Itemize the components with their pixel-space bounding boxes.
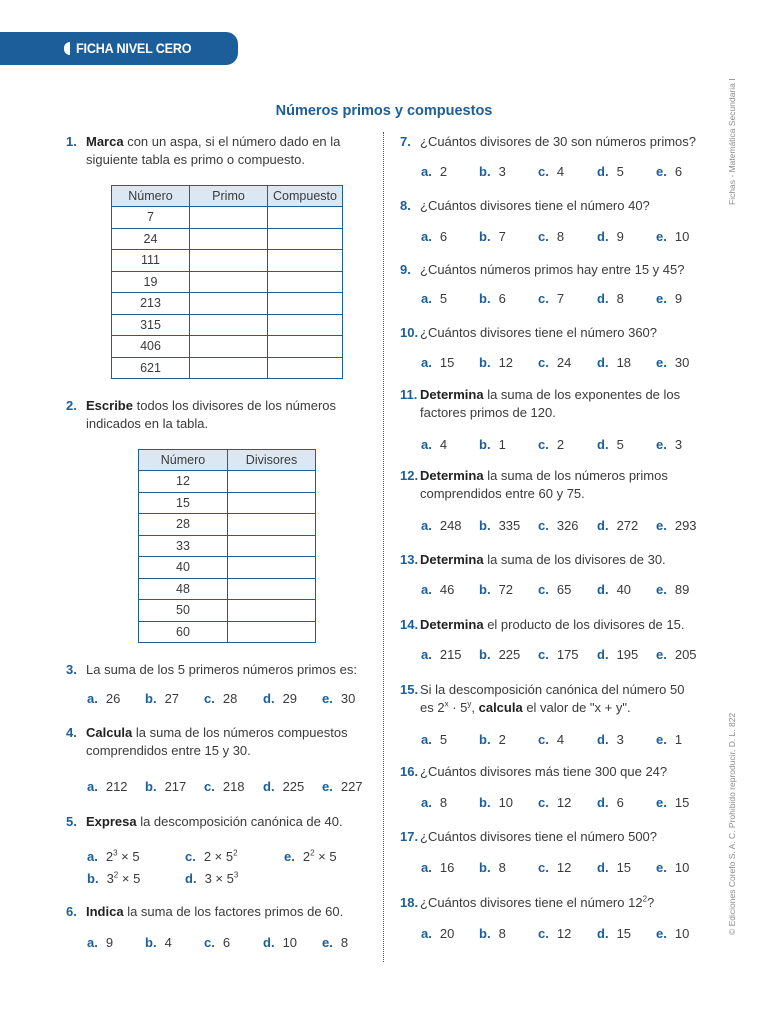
options-17 <box>421 860 711 878</box>
answer-cell[interactable] <box>268 228 343 250</box>
option[interactable]: d. 195 <box>597 647 639 662</box>
question-8 <box>400 197 702 215</box>
keyword: Calcula <box>86 725 133 740</box>
question-6 <box>66 903 368 921</box>
answer-cell[interactable] <box>190 314 268 336</box>
options-13 <box>421 582 711 600</box>
option[interactable]: d. 5 <box>597 164 624 179</box>
question-text: ¿Cuántos divisores tiene el número 360? <box>420 325 658 340</box>
table-row: 15 <box>139 492 316 514</box>
header-compuesto: Compuesto <box>268 186 343 207</box>
option[interactable]: c. 12 <box>538 926 572 941</box>
keyword: Determina <box>420 617 484 632</box>
tab-marker <box>64 42 70 55</box>
table-row: 28 <box>139 514 316 536</box>
option[interactable]: a. 20 <box>421 926 455 941</box>
question-12 <box>400 467 702 503</box>
option[interactable]: c. 12 <box>538 860 572 875</box>
option[interactable]: a. 5 <box>421 291 448 306</box>
table-row: 19 <box>112 271 343 293</box>
question-text: la descomposición canónica de 40. <box>136 814 343 829</box>
option[interactable]: d. 15 <box>597 860 632 875</box>
option[interactable]: a. 15 <box>421 355 455 370</box>
header-divisores: Divisores <box>228 450 316 471</box>
option[interactable]: b. 8 <box>479 926 506 941</box>
question-1 <box>66 133 368 169</box>
answer-cell[interactable] <box>228 600 316 622</box>
option[interactable]: a. 26 <box>87 691 121 706</box>
side-text-bottom: © Ediciones Corefo S. A. C. Prohibido reproducir. D. L. 822 <box>727 712 737 935</box>
question-text: con un aspa, si el número dado en la siguiente tabla es primo o compuesto. <box>86 134 341 167</box>
page-title: Números primos y compuestos <box>275 103 493 119</box>
question-text: la suma de los divisores de 30. <box>483 552 666 567</box>
option[interactable]: e. 293 <box>656 518 697 533</box>
options-9 <box>421 291 711 309</box>
answer-cell[interactable] <box>228 514 316 536</box>
question-number: 16. <box>400 764 419 779</box>
option[interactable]: b. 12 <box>479 355 514 370</box>
option[interactable]: a. 8 <box>421 795 448 810</box>
option[interactable]: d. $3 \times 5^3$ <box>185 870 239 886</box>
table-row: 24 <box>112 228 343 250</box>
option[interactable]: d. 40 <box>597 582 632 597</box>
question-number: 10. <box>400 325 419 340</box>
answer-cell[interactable] <box>268 357 343 379</box>
option[interactable]: c. 12 <box>538 795 572 810</box>
options-5-row-1 <box>87 849 377 867</box>
option[interactable]: a. 4 <box>421 437 448 452</box>
table-row: 48 <box>139 578 316 600</box>
option[interactable]: e. 30 <box>322 691 356 706</box>
answer-cell[interactable] <box>228 471 316 493</box>
option[interactable]: d. 6 <box>597 795 624 810</box>
question-number: 18. <box>400 895 419 910</box>
table-row: 12 <box>139 471 316 493</box>
option[interactable]: a. 215 <box>421 647 462 662</box>
option[interactable]: a. 16 <box>421 860 455 875</box>
keyword: Determina <box>420 468 484 483</box>
option[interactable]: c. 8 <box>538 229 565 244</box>
answer-cell[interactable] <box>228 492 316 514</box>
question-text: la suma de los factores primos de 60. <box>123 904 344 919</box>
option[interactable]: d. 272 <box>597 518 639 533</box>
option[interactable]: c. 2 <box>538 437 565 452</box>
answer-cell[interactable] <box>228 557 316 579</box>
options-16 <box>421 795 711 813</box>
option[interactable]: e. 15 <box>656 795 690 810</box>
question-text: La suma de los 5 primeros números primos es: <box>86 662 357 677</box>
keyword: Determina <box>420 387 484 402</box>
option[interactable]: b. 7 <box>479 229 506 244</box>
option[interactable]: e. $2^2 \times 5$ <box>284 848 337 864</box>
options-4 <box>87 779 377 797</box>
keyword: calcula <box>478 700 523 715</box>
question-number: 15. <box>400 682 419 697</box>
table-row: 406 <box>112 336 343 358</box>
option[interactable]: d. 9 <box>597 229 624 244</box>
options-6 <box>87 935 377 953</box>
question-number: 3. <box>66 662 77 677</box>
keyword: Indica <box>86 904 124 919</box>
options-12 <box>421 518 711 536</box>
options-8 <box>421 229 711 247</box>
option[interactable]: d. 225 <box>263 779 305 794</box>
option[interactable]: e. 9 <box>656 291 683 306</box>
question-13 <box>400 551 702 569</box>
question-number: 11. <box>400 387 418 402</box>
option[interactable]: e. 89 <box>656 582 690 597</box>
option[interactable]: a. 5 <box>421 732 448 747</box>
question-number: 13. <box>400 552 419 567</box>
header-primo: Primo <box>190 186 268 207</box>
table-row: 111 <box>112 250 343 272</box>
keyword: Determina <box>420 552 484 567</box>
option[interactable]: c. 175 <box>538 647 579 662</box>
option[interactable]: c. 4 <box>538 732 565 747</box>
option[interactable]: c. 24 <box>538 355 572 370</box>
header-numero: Número <box>112 186 190 207</box>
question-number: 1. <box>66 134 77 149</box>
option[interactable]: c. 326 <box>538 518 579 533</box>
table-row: 40 <box>139 557 316 579</box>
question-text: ¿Cuántos divisores tiene el número $12^2$? <box>420 894 655 910</box>
options-15 <box>421 732 711 750</box>
answer-cell[interactable] <box>190 207 268 229</box>
answer-cell[interactable] <box>190 293 268 315</box>
question-15 <box>400 681 702 717</box>
question-number: 8. <box>400 198 411 213</box>
option[interactable]: e. 227 <box>322 779 363 794</box>
option[interactable]: c. 7 <box>538 291 565 306</box>
table-row: 7 <box>112 207 343 229</box>
header-numero: Número <box>139 450 228 471</box>
option[interactable]: e. 30 <box>656 355 690 370</box>
answer-cell[interactable] <box>190 228 268 250</box>
answer-cell[interactable] <box>268 314 343 336</box>
option[interactable]: d. 29 <box>263 691 298 706</box>
question-5 <box>66 813 368 831</box>
keyword: Escribe <box>86 398 133 413</box>
question-2 <box>66 397 368 433</box>
answer-cell[interactable] <box>190 250 268 272</box>
question-text: todos los divisores de los números indicados en la tabla. <box>86 398 337 431</box>
prime-composite-table <box>111 185 343 379</box>
option[interactable]: e. 10 <box>656 860 690 875</box>
option[interactable]: c. 65 <box>538 582 572 597</box>
option[interactable]: e. 6 <box>656 164 683 179</box>
header-tab <box>0 32 238 65</box>
option[interactable]: d. 18 <box>597 355 632 370</box>
question-11 <box>400 386 702 422</box>
question-number: 5. <box>66 814 77 829</box>
question-text-line-2: es $2^x \cdot 5^y$, calcula el valor de "x + y". <box>420 699 631 715</box>
option[interactable]: a. 212 <box>87 779 128 794</box>
answer-cell[interactable] <box>228 621 316 643</box>
option[interactable]: a. 46 <box>421 582 455 597</box>
options-3 <box>87 691 377 709</box>
question-number: 7. <box>400 134 411 149</box>
question-text: el producto de los divisores de 15. <box>483 617 685 632</box>
column-divider <box>383 132 384 962</box>
option[interactable]: d. 8 <box>597 291 624 306</box>
answer-cell[interactable] <box>268 336 343 358</box>
option[interactable]: b. 4 <box>145 935 172 950</box>
side-text-top: Fichas - Matemática Secundaria I <box>727 78 737 205</box>
options-5-row-2 <box>87 871 377 889</box>
question-3 <box>66 661 368 679</box>
question-14 <box>400 616 702 634</box>
option[interactable]: b. 10 <box>479 795 514 810</box>
option[interactable]: a. 6 <box>421 229 448 244</box>
answer-cell[interactable] <box>228 578 316 600</box>
option[interactable]: e. 10 <box>656 229 690 244</box>
question-text: ¿Cuántos divisores más tiene 300 que 24? <box>420 764 668 779</box>
options-14 <box>421 647 711 665</box>
answer-cell[interactable] <box>190 271 268 293</box>
option[interactable]: b. 6 <box>479 291 506 306</box>
option[interactable]: b. 1 <box>479 437 506 452</box>
option[interactable]: d. 15 <box>597 926 632 941</box>
option[interactable]: e. 3 <box>656 437 683 452</box>
options-10 <box>421 355 711 373</box>
question-number: 17. <box>400 829 419 844</box>
answer-cell[interactable] <box>268 207 343 229</box>
question-text: ¿Cuántos divisores de 30 son números primos? <box>420 134 697 149</box>
table-row: 60 <box>139 621 316 643</box>
question-text: ¿Cuántos números primos hay entre 15 y 45? <box>420 262 685 277</box>
question-4 <box>66 724 368 760</box>
option[interactable]: b. $3^2 \times 5$ <box>87 870 141 886</box>
table-row: 33 <box>139 535 316 557</box>
question-text: la suma de los números compuestos comprendidos entre 15 y 30. <box>86 725 348 758</box>
question-number: 9. <box>400 262 411 277</box>
question-number: 6. <box>66 904 77 919</box>
option[interactable]: c. $2 \times 5^2$ <box>185 848 238 864</box>
question-10 <box>400 324 702 342</box>
option[interactable]: b. 2 <box>479 732 506 747</box>
option[interactable]: b. 335 <box>479 518 521 533</box>
question-9 <box>400 261 702 279</box>
table-row: 621 <box>112 357 343 379</box>
answer-cell[interactable] <box>268 271 343 293</box>
option[interactable]: d. 5 <box>597 437 624 452</box>
option[interactable]: b. 27 <box>145 691 180 706</box>
option[interactable]: a. 2 <box>421 164 448 179</box>
answer-cell[interactable] <box>190 336 268 358</box>
option[interactable]: a. $2^3 \times 5$ <box>87 848 140 864</box>
options-7 <box>421 164 711 182</box>
option[interactable]: e. 205 <box>656 647 697 662</box>
keyword: Marca <box>86 134 124 149</box>
divisors-table <box>138 449 316 643</box>
question-text: ¿Cuántos divisores tiene el número 40? <box>420 198 650 213</box>
option[interactable]: e. 1 <box>656 732 683 747</box>
answer-cell[interactable] <box>190 357 268 379</box>
question-number: 4. <box>66 725 77 740</box>
table-row: 50 <box>139 600 316 622</box>
option[interactable]: d. 10 <box>263 935 298 950</box>
option[interactable]: c. 218 <box>204 779 245 794</box>
question-number: 14. <box>400 617 419 632</box>
table-row: 213 <box>112 293 343 315</box>
option[interactable]: b. 8 <box>479 860 506 875</box>
question-16 <box>400 763 702 781</box>
answer-cell[interactable] <box>228 535 316 557</box>
question-text: ¿Cuántos divisores tiene el número 500? <box>420 829 658 844</box>
option[interactable]: b. 225 <box>479 647 521 662</box>
option[interactable]: e. 8 <box>322 935 349 950</box>
option[interactable]: e. 10 <box>656 926 690 941</box>
question-text: la suma de los números primos comprendidos entre 60 y 75. <box>420 468 668 501</box>
table-row: 315 <box>112 314 343 336</box>
question-18 <box>400 894 702 912</box>
keyword: Expresa <box>86 814 137 829</box>
question-7 <box>400 133 702 151</box>
answer-cell[interactable] <box>268 293 343 315</box>
option[interactable]: b. 72 <box>479 582 514 597</box>
question-17 <box>400 828 702 846</box>
question-number: 12. <box>400 468 419 483</box>
question-number: 2. <box>66 398 77 413</box>
option[interactable]: d. 3 <box>597 732 624 747</box>
answer-cell[interactable] <box>268 250 343 272</box>
option[interactable]: c. 4 <box>538 164 565 179</box>
option[interactable]: c. 6 <box>204 935 231 950</box>
question-text: la suma de los exponentes de los factores primos de 120. <box>420 387 681 420</box>
option[interactable]: b. 217 <box>145 779 187 794</box>
option[interactable]: b. 3 <box>479 164 506 179</box>
options-11 <box>421 437 711 455</box>
option[interactable]: a. 248 <box>421 518 462 533</box>
option[interactable]: a. 9 <box>87 935 114 950</box>
options-18 <box>421 926 711 944</box>
question-text: Si la descomposición canónica del número 50 <box>420 682 685 697</box>
option[interactable]: c. 28 <box>204 691 238 706</box>
tab-label: FICHA NIVEL CERO <box>76 40 192 56</box>
